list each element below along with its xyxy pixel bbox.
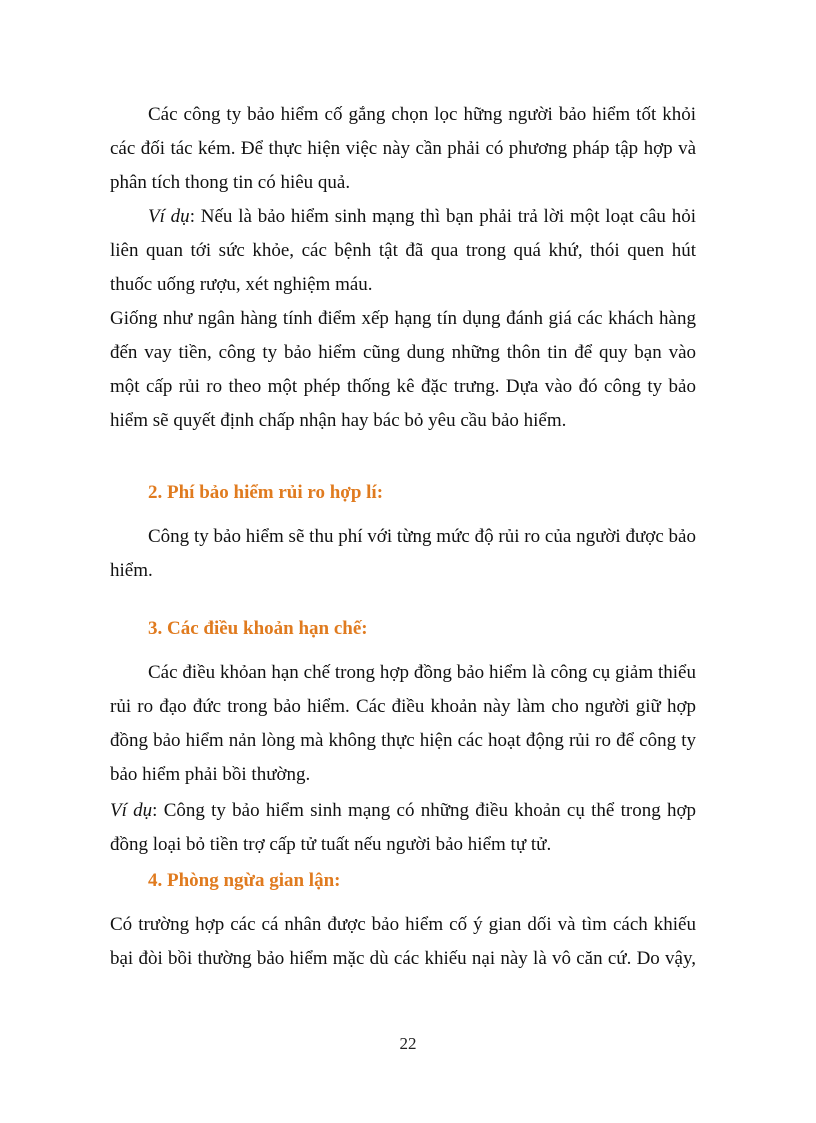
text-line: hiểm. xyxy=(110,560,153,581)
example-text: : Nếu là bảo hiểm sinh mạng thì bạn phải trả lời một loạt câu hỏi xyxy=(189,206,697,227)
text-line: phân tích thong tin có hiêu quả. xyxy=(110,172,351,193)
paragraph-fraud-prevention xyxy=(110,908,696,976)
example-label: Ví dụ xyxy=(148,206,190,227)
section-heading-3: 3. Các điều khoản hạn chế: xyxy=(148,618,368,639)
text-line: các đối tác kém. Để thực hiện việc này cần phải có phương pháp tập hợp và xyxy=(110,138,696,159)
text-line: đến vay tiền, công ty bảo hiểm cũng dung những thôn tin để quy bạn vào xyxy=(110,342,696,363)
text-line: rủi ro đạo đức trong bảo hiểm. Các điều khoản này làm cho người giữ hợp xyxy=(110,696,696,717)
example-text: : Công ty bảo hiểm sinh mạng có những điều khoản cụ thể trong hợp xyxy=(152,800,697,821)
text-line xyxy=(110,200,696,234)
text-line: Có trường hợp các cá nhân được bảo hiểm cố ý gian dối và tìm cách khiếu xyxy=(110,914,696,935)
paragraph-premium xyxy=(110,520,696,588)
paragraph-screening xyxy=(110,98,696,200)
text-line: hiểm sẽ quyết định chấp nhận hay bác bỏ yêu cầu bảo hiểm. xyxy=(110,410,567,431)
example-life-insurance xyxy=(110,200,696,302)
text-line: một cấp rủi ro theo một phép thống kê đặc trưng. Dựa vào đó công ty bảo xyxy=(110,376,696,397)
text-line: liên quan tới sức khỏe, các bệnh tật đã qua trong quá khứ, thói quen hút xyxy=(110,240,696,261)
paragraph-restrictive-clauses xyxy=(110,656,696,792)
text-line xyxy=(110,794,696,828)
text-line: bảo hiểm phải bồi thường. xyxy=(110,764,311,785)
paragraph-credit-scoring xyxy=(110,302,696,438)
example-label: Ví dụ xyxy=(110,800,153,821)
section-heading-4: 4. Phòng ngừa gian lận: xyxy=(148,870,341,891)
example-suicide-clause xyxy=(110,794,696,862)
section-heading-2: 2. Phí bảo hiểm rủi ro hợp lí: xyxy=(148,482,384,503)
text-line: đồng bảo hiểm nản lòng mà không thực hiện các hoạt động rủi ro để công ty xyxy=(110,730,696,751)
page-number: 22 xyxy=(399,1034,417,1053)
text-line: Các điều khỏan hạn chế trong hợp đồng bảo hiểm là công cụ giảm thiểu xyxy=(148,662,696,683)
text-line: bại đòi bồi thường bảo hiểm mặc dù các khiếu nại này là vô căn cứ. Do vậy, xyxy=(110,948,696,969)
text-line: Các công ty bảo hiểm cố gắng chọn lọc hững người bảo hiểm tốt khỏi xyxy=(148,104,696,125)
text-line: đồng loại bỏ tiền trợ cấp tử tuất nếu người bảo hiểm tự tử. xyxy=(110,834,552,855)
text-line: Giống như ngân hàng tính điểm xếp hạng tín dụng đánh giá các khách hàng xyxy=(110,308,696,329)
text-line: thuốc uống rượu, xét nghiệm máu. xyxy=(110,274,373,295)
text-line: Công ty bảo hiểm sẽ thu phí với từng mức độ rủi ro của người được bảo xyxy=(148,526,696,547)
